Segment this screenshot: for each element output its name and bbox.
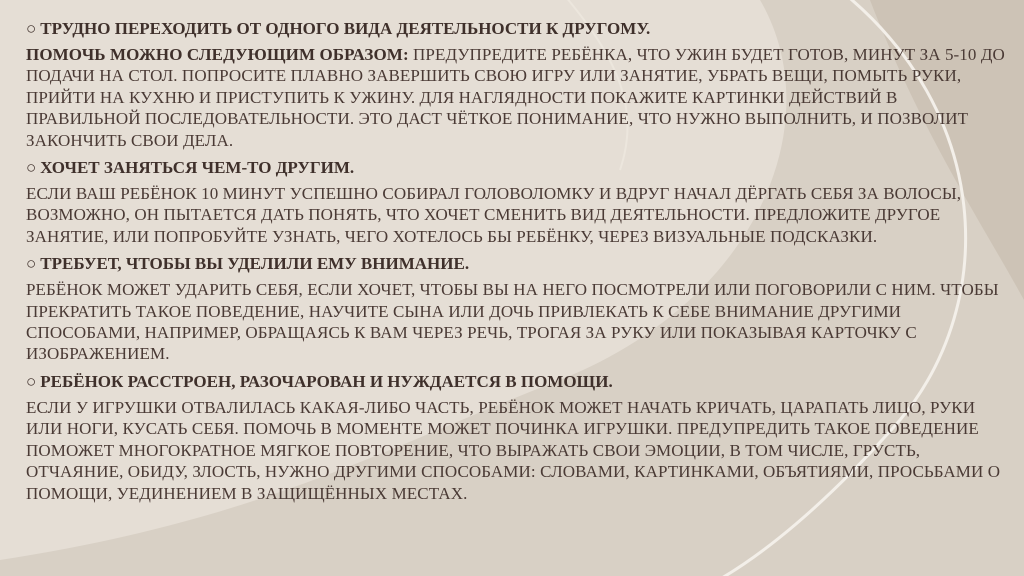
section-paragraph-2: ЕСЛИ ВАШ РЕБЁНОК 10 МИНУТ УСПЕШНО СОБИРАЛ ГОЛОВОЛОМКУ И ВДРУГ НАЧАЛ ДЁРГАТЬ СЕБЯ ЗА ВОЛОСЫ, ВОЗМОЖНО, ОН ПЫТАЕТСЯ ДАТЬ ПОНЯТЬ, ЧТО ХОЧЕТ СМЕНИТЬ ВИД ДЕЯТЕЛЬНОСТИ. ПРЕДЛОЖИТЕ ДРУГОЕ ЗАНЯТИЕ, ИЛИ ПОПРОБУЙТЕ УЗНАТЬ, ЧЕГО ХОТЕЛОСЬ БЫ РЕБЁНКУ, ЧЕРЕЗ ВИЗУАЛЬНЫЕ ПОДСКАЗКИ. xyxy=(26,184,962,246)
bullet-circle-icon: ○ xyxy=(26,371,37,391)
document-body xyxy=(26,18,1006,510)
section-paragraph-3: РЕБЁНОК МОЖЕТ УДАРИТЬ СЕБЯ, ЕСЛИ ХОЧЕТ, ЧТОБЫ ВЫ НА НЕГО ПОСМОТРЕЛИ ИЛИ ПОГОВОРИЛИ С НИМ. ЧТОБЫ ПРЕКРАТИТЬ ТАКОЕ ПОВЕДЕНИЕ, НАУЧИТЕ СЫНА ИЛИ ДОЧЬ ПРИВЛЕКАТЬ К СЕБЕ ВНИМАНИЕ ДРУГИМИ СПОСОБАМИ, НАПРИМЕР, ОБРАЩАЯСЬ К ВАМ ЧЕРЕЗ РЕЧЬ, ТРОГАЯ ЗА РУКУ ИЛИ ПОКАЗЫВАЯ КАРТОЧКУ С ИЗОБРАЖЕНИЕМ. xyxy=(26,280,999,364)
bullet-circle-icon: ○ xyxy=(26,254,37,274)
section-heading-3: ○ ТРЕБУЕТ, ЧТОБЫ ВЫ УДЕЛИЛИ ЕМУ ВНИМАНИЕ. xyxy=(26,254,470,274)
section-heading-2: ○ ХОЧЕТ ЗАНЯТЬСЯ ЧЕМ-ТО ДРУГИМ. xyxy=(26,158,355,178)
bullet-circle-icon: ○ xyxy=(26,19,37,38)
section-heading-4: ○ РЕБЁНОК РАССТРОЕН, РАЗОЧАРОВАН И НУЖДАЕТСЯ В ПОМОЩИ. xyxy=(26,371,613,391)
section-heading-1: ○ ТРУДНО ПЕРЕХОДИТЬ ОТ ОДНОГО ВИДА ДЕЯТЕЛЬНОСТИ К ДРУГОМУ. xyxy=(26,19,651,38)
paragraph-lead: ПОМОЧЬ МОЖНО СЛЕДУЮЩИМ ОБРАЗОМ: xyxy=(26,45,409,64)
section-paragraph-4: ЕСЛИ У ИГРУШКИ ОТВАЛИЛАСЬ КАКАЯ-ЛИБО ЧАСТЬ, РЕБЁНОК МОЖЕТ НАЧАТЬ КРИЧАТЬ, ЦАРАПАТЬ ЛИЦО, РУКИ ИЛИ НОГИ, КУСАТЬ СЕБЯ. ПОМОЧЬ В МОМЕНТЕ МОЖЕТ ПОЧИНКА ИГРУШКИ. ПРЕДУПРЕДИТЬ ТАКОЕ ПОВЕДЕНИЕ ПОМОЖЕТ МНОГОКРАТНОЕ МЯГКОЕ ПОВТОРЕНИЕ, ЧТО ВЫРАЖАТЬ СВОИ ЭМОЦИИ, В ТОМ ЧИСЛЕ, ГРУСТЬ, ОТЧАЯНИЕ, ОБИДУ, ЗЛОСТЬ, НУЖНО ДРУГИМИ СПОСОБАМИ: СЛОВАМИ, КАРТИНКАМИ, ОБЪЯТИЯМИ, ПРОСЬБАМИ О ПОМОЩИ, УЕДИНЕНИЕМ В ЗАЩИЩЁННЫХ МЕСТАХ. xyxy=(26,397,1001,503)
bullet-circle-icon: ○ xyxy=(26,158,37,178)
section-paragraph-1: ПОМОЧЬ МОЖНО СЛЕДУЮЩИМ ОБРАЗОМ: ПРЕДУПРЕДИТЕ РЕБЁНКА, ЧТО УЖИН БУДЕТ ГОТОВ, МИНУТ ЗА 5-10 ДО ПОДАЧИ НА СТОЛ. ПОПРОСИТЕ ПЛАВНО ЗАВЕРШИТЬ СВОЮ ИГРУ ИЛИ ЗАНЯТИЕ, УБРАТЬ ВЕЩИ, ПОМЫТЬ РУКИ, ПРИЙТИ НА КУХНЮ И ПРИСТУПИТЬ К УЖИНУ. ДЛЯ НАГЛЯДНОСТИ ПОКАЖИТЕ КАРТИНКИ ДЕЙСТВИЙ В ПРАВИЛЬНОЙ ПОСЛЕДОВАТЕЛЬНОСТИ. ЭТО ДАСТ ЧЁТКОЕ ПОНИМАНИЕ, ЧТО НУЖНО ВЫПОЛНИТЬ, И ПОЗВОЛИТ ЗАКОНЧИТЬ СВОИ ДЕЛА. xyxy=(26,45,1005,150)
